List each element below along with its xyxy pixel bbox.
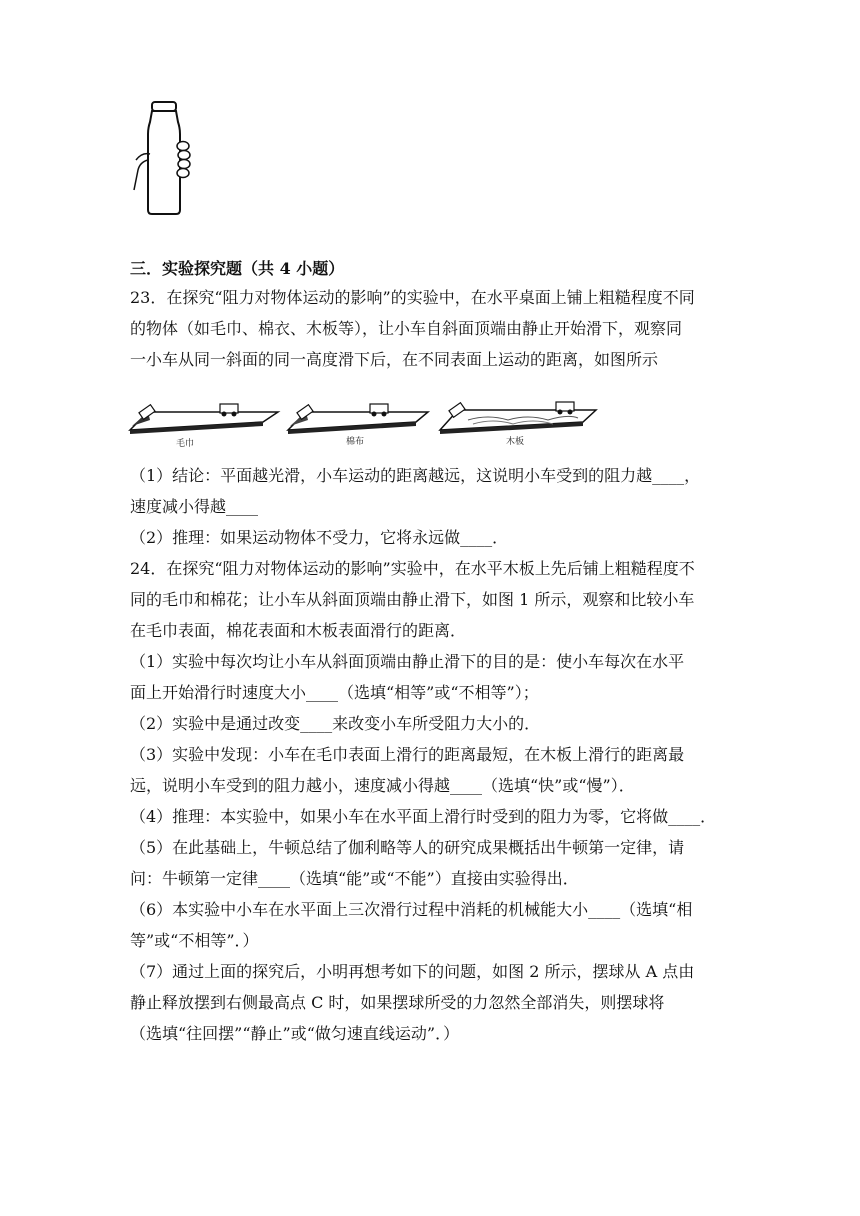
text-line: （6）本实验中小车在水平面上三次滑行过程中消耗的机械能大小____（选填“相	[130, 900, 693, 919]
ramp-label-board: 木板	[506, 437, 525, 447]
text-line: 的物体（如毛巾、棉衣、木板等），让小车自斜面顶端由静止开始滑下，观察同	[130, 319, 683, 338]
text-line: （3）实验中发现：小车在毛巾表面上滑行的距离最短，在木板上滑行的距离最	[130, 745, 685, 764]
question-24	[130, 553, 740, 1049]
text-line: 等”或“不相等”．）	[130, 931, 259, 950]
ramp-cotton	[288, 404, 428, 447]
ramp-board	[440, 402, 596, 447]
ramps-figure	[128, 390, 598, 448]
text-line: 远，说明小车受到的阻力越小，速度减小得越____（选填“快”或“慢”）．	[130, 776, 635, 795]
text-line: （2）实验中是通过改变____来改变小车所受阻力大小的．	[130, 714, 541, 733]
text-line: 面上开始滑行时速度大小____（选填“相等”或“不相等”）；	[130, 683, 539, 702]
text-line: 一小车从同一斜面的同一高度滑下后，在不同表面上运动的距离，如图所示	[130, 350, 659, 369]
text-line: （2）推理：如果运动物体不受力，它将永远做____．	[130, 528, 509, 547]
text-line: （1）结论：平面越光滑，小车运动的距离越远，这说明小车受到的阻力越____，	[130, 466, 701, 485]
section-title: 三．实验探究题（共 4 小题）	[130, 259, 345, 278]
question-23-parts	[130, 460, 740, 553]
bottle-in-hand-figure	[128, 100, 196, 218]
text-line: （1）实验中每次均让小车从斜面顶端由静止滑下的目的是：使小车每次在水平	[130, 652, 685, 671]
ramp-label-cotton: 棉布	[346, 437, 365, 447]
ramp-towel	[130, 404, 278, 448]
question-23-stem	[130, 282, 740, 375]
text-line: 速度减小得越____	[130, 497, 259, 516]
text-line: （7）通过上面的探究后，小明再想考如下的问题，如图 2 所示，摆球从 A 点由	[130, 962, 695, 981]
text-line: 静止释放摆到右侧最高点 C 时，如果摆球所受的力忽然全部消失，则摆球将	[130, 993, 665, 1012]
text-line: （5）在此基础上，牛顿总结了伽利略等人的研究成果概括出牛顿第一定律，请	[130, 838, 685, 857]
text-line: 24．在探究“阻力对物体运动的影响”实验中，在水平木板上先后铺上粗糙程度不	[130, 559, 695, 578]
text-line: 在毛巾表面，棉花表面和木板表面滑行的距离．	[130, 621, 467, 640]
text-line: 问：牛顿第一定律____（选填“能”或“不能”）直接由实验得出．	[130, 869, 579, 888]
text-line: 同的毛巾和棉花；让小车从斜面顶端由静止滑下，如图 1 所示，观察和比较小车	[130, 590, 695, 609]
text-line: （选填“往回摆”“静止”或“做匀速直线运动”．）	[130, 1024, 460, 1043]
text-line: 23．在探究“阻力对物体运动的影响”的实验中，在水平桌面上铺上粗糙程度不同	[130, 288, 695, 307]
ramp-label-towel: 毛巾	[176, 439, 195, 448]
text-line: （4）推理：本实验中，如果小车在水平面上滑行时受到的阻力为零，它将做____．	[130, 807, 717, 826]
